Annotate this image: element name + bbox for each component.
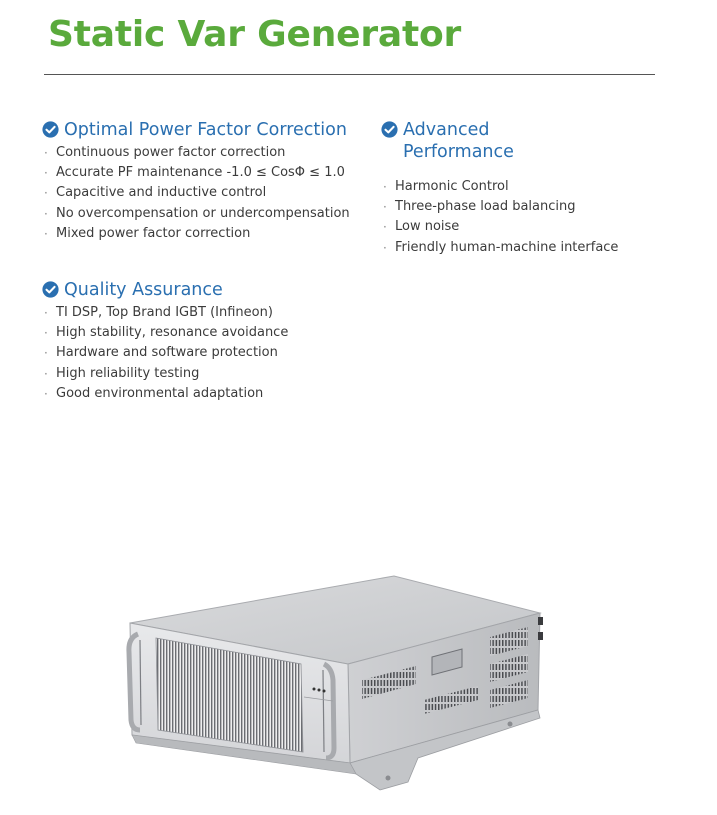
section-title: Optimal Power Factor Correction [64,120,347,140]
list-item: · High reliability testing [42,364,288,384]
list-item: · Good environmental adaptation [42,384,288,404]
check-circle-icon [42,121,59,138]
section-header [42,279,288,301]
list-item: · High stability, resonance avoidance [42,323,288,343]
list-item: · Accurate PF maintenance -1.0 ≤ CosΦ ≤ 1.0 [42,163,350,183]
list-item: · TI DSP, Top Brand IGBT (Infineon) [42,303,288,323]
list-item: · Hardware and software protection [42,343,288,363]
list-item: · No overcompensation or undercompensation [42,204,350,224]
section-title: Quality Assurance [64,280,223,300]
section-header [42,119,350,141]
section-header [381,119,618,163]
section-title: Advanced Performance [403,120,514,162]
feature-list [42,303,288,404]
list-item: · Mixed power factor correction [42,224,350,244]
list-item: · Low noise [381,217,618,237]
list-item: · Capacitive and inductive control [42,183,350,203]
check-circle-icon [381,121,398,138]
list-item: · Friendly human-machine interface [381,238,618,258]
list-item: · Three-phase load balancing [381,197,618,217]
feature-list [42,143,350,244]
product-image [118,560,558,800]
section-power-factor [42,119,350,244]
check-circle-icon [42,281,59,298]
list-item: · Harmonic Control [381,177,618,197]
title-divider [44,74,655,75]
list-item: · Continuous power factor correction [42,143,350,163]
feature-list [381,177,618,258]
section-advanced-performance [381,119,618,258]
page-title: Static Var Generator [48,14,462,55]
section-quality-assurance [42,279,288,404]
